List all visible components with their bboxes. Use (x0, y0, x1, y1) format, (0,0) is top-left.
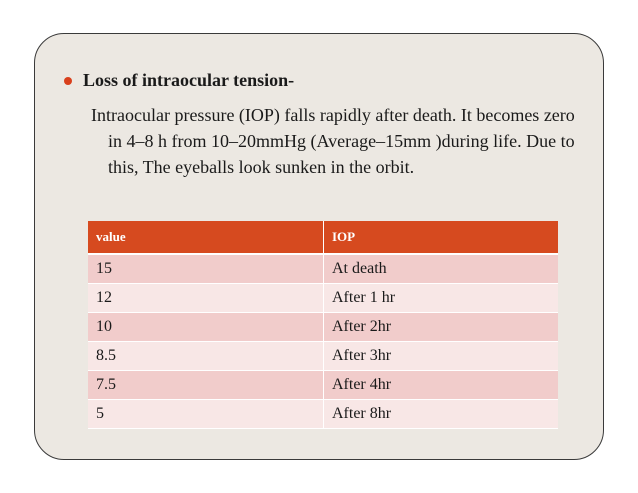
table-row (88, 371, 558, 400)
table-row (88, 342, 558, 371)
cell-value: 5 (88, 400, 324, 429)
cell-iop: After 2hr (324, 313, 559, 342)
cell-iop: After 1 hr (324, 284, 559, 313)
cell-value: 12 (88, 284, 324, 313)
body-paragraph-block (91, 102, 583, 180)
cell-value: 8.5 (88, 342, 324, 371)
cell-iop: After 3hr (324, 342, 559, 371)
bullet-dot-icon (64, 77, 72, 85)
cell-value: 10 (88, 313, 324, 342)
table-row (88, 313, 558, 342)
cell-value: 7.5 (88, 371, 324, 400)
cell-iop: After 4hr (324, 371, 559, 400)
iop-table (88, 221, 558, 429)
header-value: value (88, 221, 324, 254)
cell-iop: After 8hr (324, 400, 559, 429)
body-paragraph: Intraocular pressure (IOP) falls rapidly after death. It becomes zero in 4–8 h from 10–20mmHg (Average–15mm )during life. Due to this, The eyeballs look sunken in the orbit. (91, 105, 575, 177)
bullet-heading (64, 70, 294, 91)
cell-value: 15 (88, 254, 324, 284)
cell-iop: At death (324, 254, 559, 284)
heading-text: Loss of intraocular tension- (83, 70, 295, 90)
header-iop: IOP (324, 221, 559, 254)
table-row (88, 284, 558, 313)
table-header-row (88, 221, 558, 254)
table-row (88, 400, 558, 429)
table-row (88, 254, 558, 284)
